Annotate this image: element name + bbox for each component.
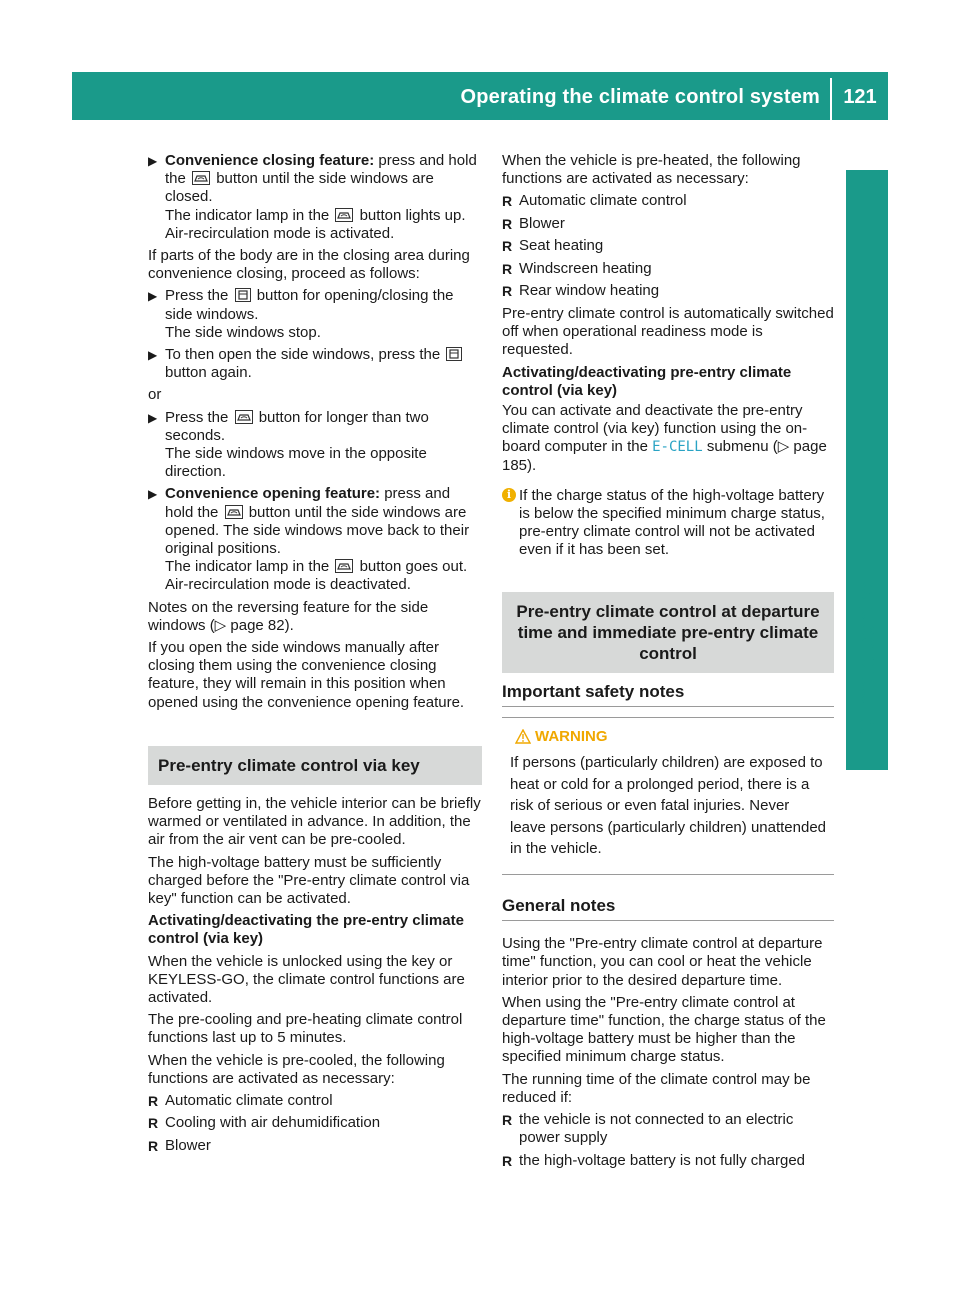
left-column bbox=[148, 152, 482, 1159]
subheading bbox=[148, 912, 482, 948]
step-title: Convenience opening feature: bbox=[165, 485, 381, 503]
list-item-text: Blower bbox=[165, 1136, 211, 1154]
paragraph: Before getting in, the vehicle interior can be briefly warmed or ventilated in advance. In addition, the air from the air vent can be pre-cooled. bbox=[148, 794, 481, 849]
warning-title-text: WARNING bbox=[535, 727, 608, 745]
paragraph: When the vehicle is pre-cooled, the following functions are activated as necessary: bbox=[148, 1051, 445, 1087]
side-window-button-icon bbox=[235, 288, 251, 302]
bullet-marker: R bbox=[502, 193, 513, 210]
header-bar bbox=[72, 72, 888, 120]
paragraph: The running time of the climate control may be reduced if: bbox=[502, 1070, 811, 1106]
list-item bbox=[502, 1152, 834, 1170]
info-note bbox=[502, 487, 834, 560]
step-arrow-icon: ▶ bbox=[148, 410, 158, 425]
step-text: The side windows stop. bbox=[165, 323, 321, 341]
list-item-text: Rear window heating bbox=[519, 282, 660, 300]
side-window-button-icon bbox=[446, 347, 462, 361]
subheading-text: Activating/deactivating the pre-entry climate control (via key) bbox=[148, 912, 464, 948]
paragraph bbox=[502, 402, 834, 475]
page-title: Operating the climate control system bbox=[460, 86, 820, 108]
paragraph: The high-voltage battery must be sufficiently charged before the "Pre-entry climate control via key" function can be activated. bbox=[148, 853, 470, 907]
step-text: button for longer than two seconds. bbox=[165, 408, 429, 444]
info-text: If the charge status of the high-voltage battery is below the specified minimum charge status, pre-entry climate control will not be activated even if it has been set. bbox=[519, 486, 825, 559]
list-item bbox=[502, 260, 834, 278]
bullet-marker: R bbox=[502, 260, 513, 277]
list-item-text: Automatic climate control bbox=[519, 192, 687, 210]
step-text: To then open the side windows, press the bbox=[165, 346, 445, 364]
paragraph-text: You can activate and deactivate the pre-entry climate control (via key) function using the on-board computer in the bbox=[502, 401, 808, 456]
paragraph: When the vehicle is pre-heated, the following functions are activated as necessary: bbox=[502, 152, 801, 188]
step-text: button for opening/closing the side windows. bbox=[165, 287, 454, 323]
paragraph: If you open the side windows manually after closing them using the convenience closing feature, they will remain in this position when opened using the convenience opening feature. bbox=[148, 639, 465, 711]
step-text: button until the side windows are opened. The side windows move back to their original positions. bbox=[165, 503, 470, 558]
step-press-window-button bbox=[148, 287, 482, 342]
paragraph: Using the "Pre-entry climate control at departure time" function, you can cool or heat the vehicle interior prior to the desired departure time. bbox=[502, 935, 823, 989]
step-arrow-icon: ▶ bbox=[148, 289, 158, 304]
paragraph-text: submenu (▷ page 185). bbox=[502, 438, 827, 474]
paragraph: Pre-entry climate control is automatically switched off when operational readiness mode is requested. bbox=[502, 304, 834, 359]
list-item bbox=[148, 1137, 482, 1155]
subheading bbox=[502, 364, 834, 400]
section-heading-key: Pre-entry climate control via key bbox=[148, 746, 482, 785]
paragraph: If parts of the body are in the closing area during convenience closing, proceed as follows: bbox=[148, 247, 470, 283]
bullet-marker: R bbox=[502, 1111, 513, 1128]
warning-title bbox=[515, 728, 826, 746]
air-recirculation-button-icon bbox=[192, 171, 210, 185]
list-item bbox=[502, 282, 834, 300]
step-open-windows bbox=[148, 346, 482, 382]
list-item-text: Seat heating bbox=[519, 237, 604, 255]
list-item-text: Windscreen heating bbox=[519, 259, 652, 277]
list-item-text: Blower bbox=[519, 214, 565, 232]
step-text: button again. bbox=[165, 364, 252, 382]
heading-safety-notes: Important safety notes bbox=[502, 683, 834, 707]
step-text: Press the bbox=[165, 287, 233, 305]
air-recirculation-button-icon bbox=[335, 208, 353, 222]
step-arrow-icon: ▶ bbox=[148, 487, 158, 502]
subheading-text: Activating/deactivating pre-entry climate control (via key) bbox=[502, 363, 792, 399]
step-convenience-closing bbox=[148, 152, 482, 243]
list-item-text: Cooling with air dehumidification bbox=[165, 1114, 381, 1132]
paragraph: The pre-cooling and pre-heating climate control functions last up to 5 minutes. bbox=[148, 1011, 463, 1047]
step-text: The indicator lamp in the bbox=[165, 558, 334, 576]
heading-general-notes: General notes bbox=[502, 897, 834, 921]
list-item bbox=[502, 215, 834, 233]
bullet-marker: R bbox=[502, 283, 513, 300]
menu-name-ecell: E-CELL bbox=[652, 439, 703, 456]
paragraph: Notes on the reversing feature for the side windows (▷ page 82). bbox=[148, 598, 429, 634]
paragraph: When the vehicle is unlocked using the key or KEYLESS-GO, the climate control functions are activated. bbox=[148, 952, 465, 1006]
list-item bbox=[148, 1092, 482, 1110]
step-text: button lights up. Air-recirculation mode is activated. bbox=[165, 206, 466, 242]
list-item bbox=[502, 237, 834, 255]
warning-triangle-icon bbox=[515, 729, 531, 744]
step-arrow-icon: ▶ bbox=[148, 154, 158, 168]
air-recirculation-button-icon bbox=[225, 505, 243, 519]
step-press-longer bbox=[148, 409, 482, 482]
list-item bbox=[148, 1114, 482, 1132]
list-item-text: the vehicle is not connected to an electric power supply bbox=[519, 1110, 794, 1147]
bullet-marker: R bbox=[502, 238, 513, 255]
step-text: button goes out. Air-recirculation mode is deactivated. bbox=[165, 558, 468, 594]
step-text: Press the bbox=[165, 408, 233, 426]
air-recirculation-button-icon bbox=[335, 559, 353, 573]
chapter-tab-label: Climate control bbox=[854, 574, 879, 736]
section-heading-departure: Pre-entry climate control at departure time and immediate pre-entry climate control bbox=[502, 592, 834, 673]
step-text: The indicator lamp in the bbox=[165, 206, 334, 224]
bullet-marker: R bbox=[148, 1137, 159, 1154]
step-text: press and hold the bbox=[165, 485, 451, 521]
step-title: Convenience closing feature: bbox=[165, 152, 375, 169]
warning-box bbox=[502, 717, 834, 875]
step-convenience-opening bbox=[148, 485, 482, 594]
or-label: or bbox=[148, 386, 162, 404]
info-icon: i bbox=[502, 488, 516, 502]
list-item-text: Automatic climate control bbox=[165, 1091, 333, 1109]
warning-text: If persons (particularly children) are exposed to heat or cold for a prolonged period, there is a risk of serious or even fatal injuries. Never leave persons (particularly children) unattended in the vehicle. bbox=[510, 753, 827, 858]
paragraph: When using the "Pre-entry climate control at departure time" function, the charge status of the high-voltage battery must be higher than the specified minimum charge status. bbox=[502, 993, 826, 1066]
bullet-marker: R bbox=[148, 1115, 159, 1132]
page-number: 121 bbox=[843, 86, 877, 108]
bullet-marker: R bbox=[502, 215, 513, 232]
list-item bbox=[502, 1111, 834, 1147]
right-column bbox=[502, 152, 834, 1174]
bullet-marker: R bbox=[502, 1152, 513, 1169]
step-text: The side windows move in the opposite direction. bbox=[165, 445, 427, 481]
list-item bbox=[502, 192, 834, 210]
step-text: button until the side windows are closed. bbox=[165, 170, 434, 206]
bullet-marker: R bbox=[148, 1092, 159, 1109]
step-text: press and hold the bbox=[165, 152, 477, 188]
air-recirculation-button-icon bbox=[235, 410, 253, 424]
step-arrow-icon: ▶ bbox=[148, 348, 158, 363]
list-item-text: the high-voltage battery is not fully charged bbox=[519, 1151, 806, 1169]
